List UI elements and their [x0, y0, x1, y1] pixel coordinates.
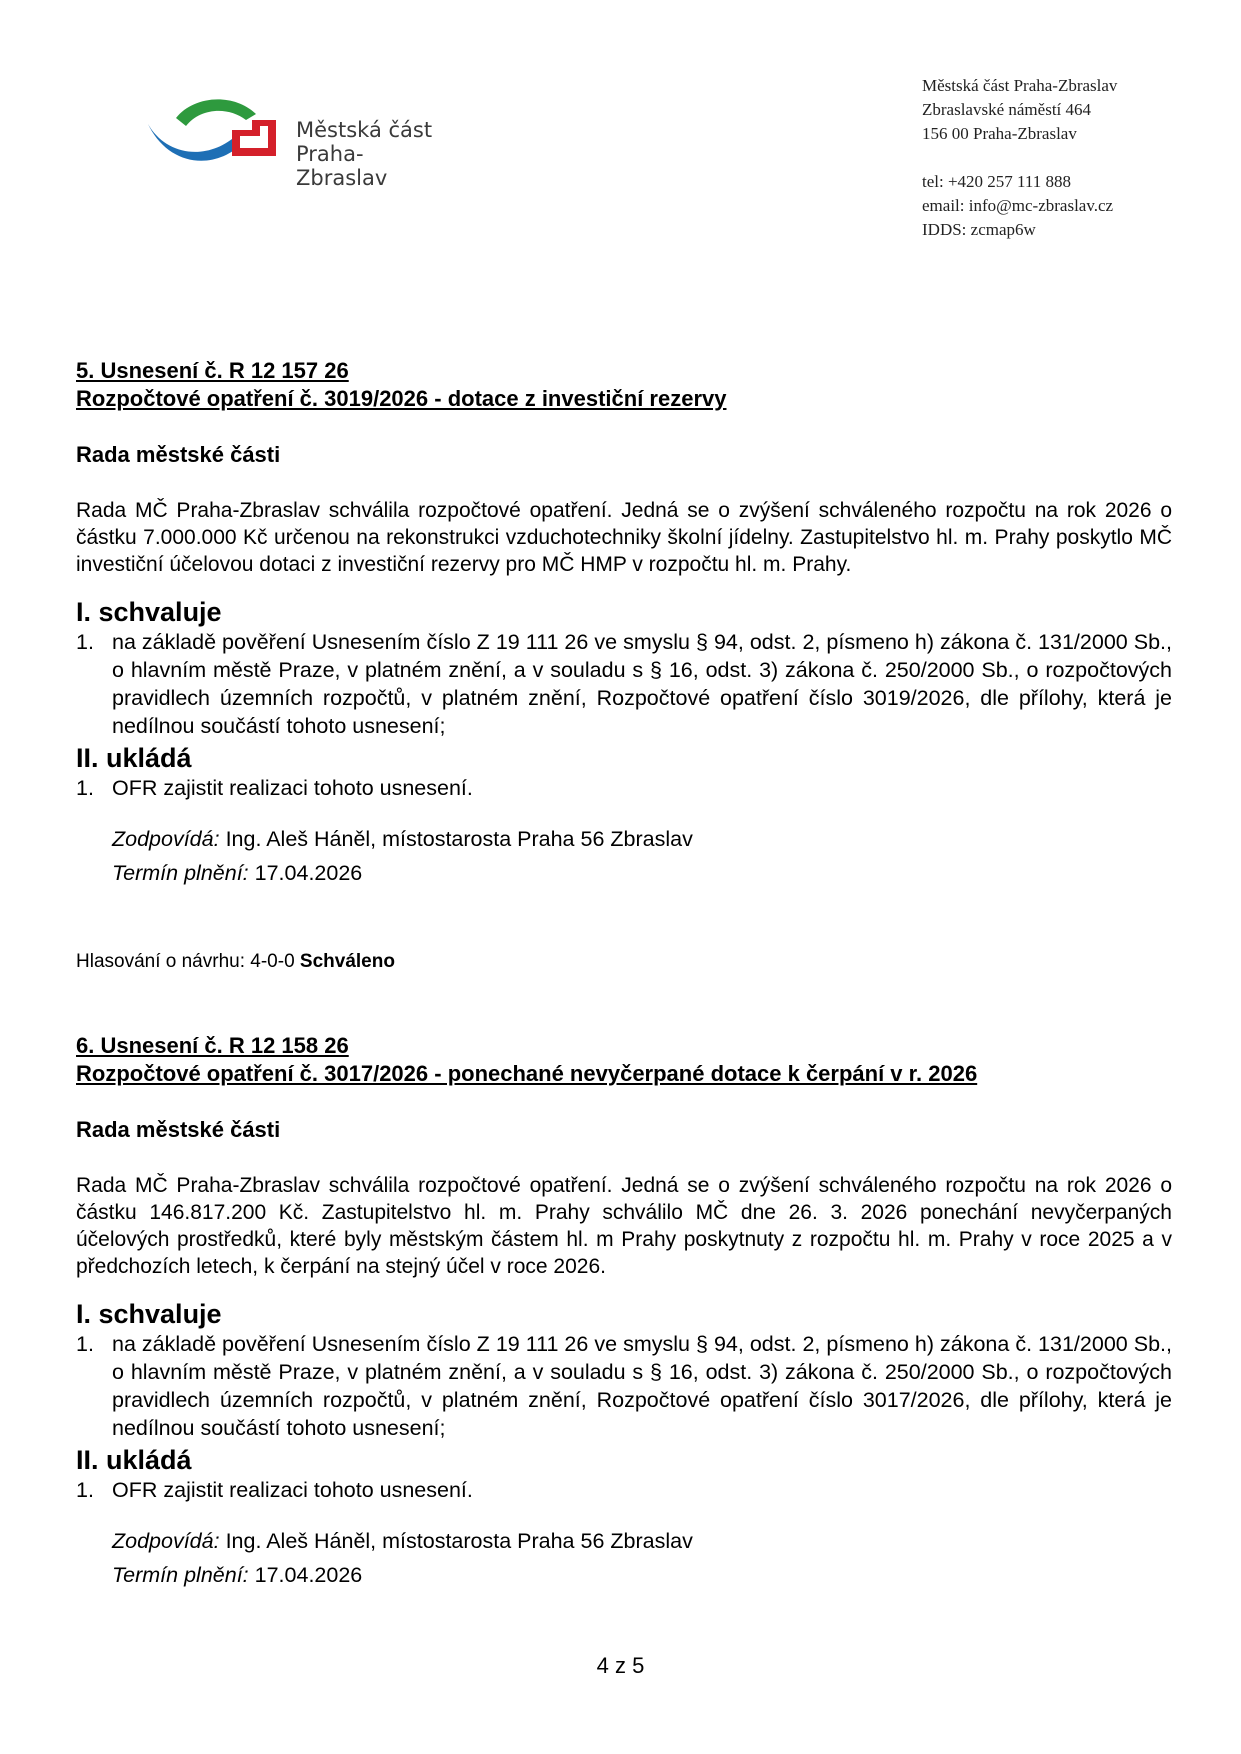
issuing-body: Rada městské části	[76, 442, 281, 467]
item-text: na základě pověření Usnesením číslo Z 19 111 26 ve smyslu § 94, odst. 2, písmeno h) zákona č. 131/2000 Sb., o hlavním městě Praze, v platném znění, a v souladu s § 16, odst. 3) zákona č. 250/2000 Sb., o rozpočtových pravidlech územních rozpočtů, v platném znění, Rozpočtové opatření číslo 3017/2026, dle přílohy, která je nedílnou součástí tohoto usnesení;	[112, 1332, 1172, 1440]
responsible-label: Zodpovídá:	[112, 827, 220, 851]
address-line: Zbraslavské náměstí 464	[922, 100, 1092, 119]
approves-heading: I. schvaluje	[76, 597, 222, 627]
approves-heading: I. schvaluje	[76, 1299, 222, 1329]
responsibility-block	[76, 1524, 1172, 1592]
responsible-person: Ing. Aleš Háněl, místostarosta Praha 56 Zbraslav	[225, 1529, 693, 1553]
vote-label: Hlasování o návrhu:	[76, 951, 245, 972]
deadline-date: 17.04.2026	[254, 1563, 363, 1587]
resolution-description: Rada MČ Praha-Zbraslav schválila rozpočtové opatření. Jedná se o zvýšení schváleného rozpočtu na rok 2026 o částku 146.817.200 Kč. Zastupitelstvo hl. m. Prahy schválilo MČ dne 26. 3. 2026 ponechání nevyčerpaných účelových prostředků, které byly městským částem hl. m Prahy poskytnuty z rozpočtu hl. m. Prahy v roce 2025 a v předchozích letech, k čerpání na stejný účel v roce 2026.	[76, 1174, 1172, 1278]
municipality-logo	[148, 96, 448, 190]
page-number: 4 z 5	[596, 1653, 645, 1678]
logo-emblem-icon	[148, 96, 288, 166]
orders-heading: II. ukládá	[76, 1445, 192, 1475]
responsibility-block	[76, 822, 1172, 890]
orders-heading: II. ukládá	[76, 743, 192, 773]
resolution-6	[76, 1032, 1172, 1592]
deadline-label: Termín plnění:	[112, 1563, 249, 1587]
item-number: 1.	[76, 1332, 94, 1356]
orders-item	[76, 1476, 1172, 1504]
resolution-title: Rozpočtové opatření č. 3019/2026 - dotace z investiční rezervy	[76, 386, 727, 411]
contact-email: email: info@mc-zbraslav.cz	[922, 196, 1114, 215]
approves-item	[76, 1330, 1172, 1442]
resolution-description: Rada MČ Praha-Zbraslav schválila rozpočtové opatření. Jedná se o zvýšení schváleného rozpočtu na rok 2026 o částku 7.000.000 Kč určenou na rekonstrukci vzduchotechniky školní jídelny. Zastupitelstvo hl. m. Prahy poskytlo MČ investiční účelovou dotaci z investiční rezervy pro MČ HMP v rozpočtu hl. m. Prahy.	[76, 499, 1172, 576]
resolution-5	[76, 357, 1172, 976]
responsible-person: Ing. Aleš Háněl, místostarosta Praha 56 Zbraslav	[225, 827, 693, 851]
orders-item	[76, 774, 1172, 802]
deadline-date: 17.04.2026	[254, 861, 363, 885]
address-line: 156 00 Praha-Zbraslav	[922, 124, 1077, 143]
item-text: OFR zajistit realizaci tohoto usnesení.	[112, 776, 473, 800]
item-number: 1.	[76, 630, 94, 654]
issuing-body: Rada městské části	[76, 1117, 281, 1142]
vote-outcome: Schváleno	[299, 951, 395, 972]
address-line: Městská část Praha-Zbraslav	[922, 76, 1118, 95]
document-body	[76, 357, 1172, 1592]
item-text: OFR zajistit realizaci tohoto usnesení.	[112, 1478, 473, 1502]
contact-phone: tel: +420 257 111 888	[922, 172, 1072, 191]
item-text: na základě pověření Usnesením číslo Z 19 111 26 ve smyslu § 94, odst. 2, písmeno h) zákona č. 131/2000 Sb., o hlavním městě Praze, v platném znění, a v souladu s § 16, odst. 3) zákona č. 250/2000 Sb., o rozpočtových pravidlech územních rozpočtů, v platném znění, Rozpočtové opatření číslo 3019/2026, dle přílohy, která je nedílnou součástí tohoto usnesení;	[112, 630, 1172, 738]
deadline-label: Termín plnění:	[112, 861, 249, 885]
resolution-title: Rozpočtové opatření č. 3017/2026 - ponechané nevyčerpané dotace k čerpání v r. 2026	[76, 1061, 978, 1086]
logo-line-2: Praha-Zbraslav	[296, 142, 388, 190]
item-number: 1.	[76, 776, 94, 800]
contact-idds: IDDS: zcmap6w	[922, 220, 1036, 239]
logo-wordmark	[296, 118, 448, 190]
resolution-number: 6. Usnesení č. R 12 158 26	[76, 1033, 349, 1058]
item-number: 1.	[76, 1478, 94, 1502]
responsible-label: Zodpovídá:	[112, 1529, 220, 1553]
office-address	[922, 74, 1117, 242]
resolution-number: 5. Usnesení č. R 12 157 26	[76, 358, 349, 383]
vote-result	[76, 948, 1172, 976]
logo-line-1: Městská část	[296, 118, 433, 142]
vote-count: 4-0-0	[250, 951, 295, 972]
approves-item	[76, 628, 1172, 740]
